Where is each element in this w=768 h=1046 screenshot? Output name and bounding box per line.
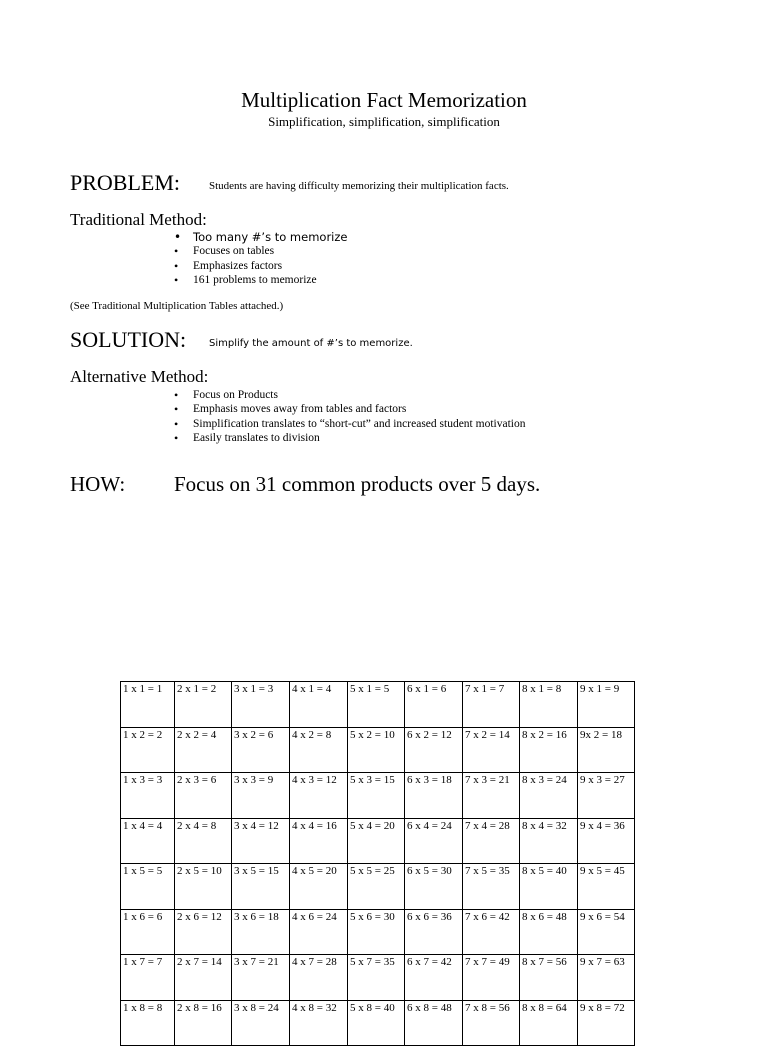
table-cell: 2 x 2 = 4 <box>175 727 232 773</box>
table-cell: 3 x 3 = 9 <box>232 773 290 819</box>
table-cell: 5 x 2 = 10 <box>348 727 405 773</box>
table-cell: 9 x 7 = 63 <box>578 955 635 1001</box>
table-cell: 4 x 2 = 8 <box>290 727 348 773</box>
table-cell: 9 x 3 = 27 <box>578 773 635 819</box>
table-cell: 2 x 1 = 2 <box>175 682 232 728</box>
problem-label: PROBLEM: <box>70 170 181 195</box>
table-cell: 3 x 5 = 15 <box>232 864 290 910</box>
table-cell: 1 x 2 = 2 <box>121 727 175 773</box>
table-cell: 4 x 1 = 4 <box>290 682 348 728</box>
table-cell: 7 x 4 = 28 <box>463 818 520 864</box>
table-cell: 7 x 8 = 56 <box>463 1000 520 1046</box>
table-row <box>121 909 635 955</box>
table-cell: 6 x 7 = 42 <box>405 955 463 1001</box>
how-text: Focus on 31 common products over 5 days. <box>174 472 541 496</box>
solution-label: SOLUTION: <box>70 327 187 352</box>
table-cell: 1 x 1 = 1 <box>121 682 175 728</box>
table-cell: 7 x 7 = 49 <box>463 955 520 1001</box>
alternative-list <box>193 388 525 445</box>
list-item: • Focuses on tables <box>193 244 348 258</box>
table-cell: 5 x 8 = 40 <box>348 1000 405 1046</box>
table-cell: 8 x 8 = 64 <box>520 1000 578 1046</box>
table-cell: 9 x 8 = 72 <box>578 1000 635 1046</box>
table-row <box>121 818 635 864</box>
list-item: • Too many #’s to memorize <box>193 230 348 244</box>
table-cell: 4 x 5 = 20 <box>290 864 348 910</box>
table-cell: 1 x 4 = 4 <box>121 818 175 864</box>
table-cell: 1 x 7 = 7 <box>121 955 175 1001</box>
traditional-note: (See Traditional Multiplication Tables attached.) <box>70 300 284 312</box>
table-row <box>121 864 635 910</box>
table-cell: 4 x 8 = 32 <box>290 1000 348 1046</box>
table-cell: 1 x 6 = 6 <box>121 909 175 955</box>
table-cell: 6 x 2 = 12 <box>405 727 463 773</box>
table-row <box>121 682 635 728</box>
table-row <box>121 955 635 1001</box>
table-cell: 2 x 3 = 6 <box>175 773 232 819</box>
page-title: Multiplication Fact Memorization <box>241 88 527 112</box>
table-cell: 8 x 4 = 32 <box>520 818 578 864</box>
table-cell: 9 x 5 = 45 <box>578 864 635 910</box>
list-item: • Emphasis moves away from tables and factors <box>193 402 525 416</box>
table-cell: 8 x 5 = 40 <box>520 864 578 910</box>
table-cell: 7 x 5 = 35 <box>463 864 520 910</box>
table-cell: 4 x 7 = 28 <box>290 955 348 1001</box>
table-cell: 5 x 3 = 15 <box>348 773 405 819</box>
list-item: • Easily translates to division <box>193 431 525 445</box>
table-cell: 4 x 6 = 24 <box>290 909 348 955</box>
table-cell: 6 x 4 = 24 <box>405 818 463 864</box>
table-cell: 6 x 3 = 18 <box>405 773 463 819</box>
solution-text: Simplify the amount of #’s to memorize. <box>209 338 413 349</box>
table-cell: 1 x 5 = 5 <box>121 864 175 910</box>
problem-text: Students are having difficulty memorizing their multiplication facts. <box>209 180 509 192</box>
table-cell: 9 x 4 = 36 <box>578 818 635 864</box>
table-cell: 2 x 6 = 12 <box>175 909 232 955</box>
table-cell: 5 x 1 = 5 <box>348 682 405 728</box>
table-cell: 7 x 6 = 42 <box>463 909 520 955</box>
table-cell: 6 x 6 = 36 <box>405 909 463 955</box>
table-cell: 5 x 5 = 25 <box>348 864 405 910</box>
table-cell: 7 x 2 = 14 <box>463 727 520 773</box>
table-cell: 7 x 3 = 21 <box>463 773 520 819</box>
table-cell: 6 x 8 = 48 <box>405 1000 463 1046</box>
table-cell: 8 x 1 = 8 <box>520 682 578 728</box>
list-item: • Focus on Products <box>193 388 525 402</box>
table-cell: 3 x 6 = 18 <box>232 909 290 955</box>
table-cell: 9 x 1 = 9 <box>578 682 635 728</box>
table-cell: 2 x 4 = 8 <box>175 818 232 864</box>
table-cell: 8 x 3 = 24 <box>520 773 578 819</box>
traditional-heading: Traditional Method: <box>70 210 207 229</box>
page-subtitle: Simplification, simplification, simplification <box>268 114 500 129</box>
table-cell: 5 x 4 = 20 <box>348 818 405 864</box>
table-cell: 4 x 3 = 12 <box>290 773 348 819</box>
list-item: • Emphasizes factors <box>193 259 348 273</box>
table-cell: 8 x 6 = 48 <box>520 909 578 955</box>
table-cell: 8 x 2 = 16 <box>520 727 578 773</box>
table-cell: 5 x 7 = 35 <box>348 955 405 1001</box>
table-cell: 2 x 8 = 16 <box>175 1000 232 1046</box>
table-cell: 2 x 7 = 14 <box>175 955 232 1001</box>
list-item: • Simplification translates to “short-cut” and increased student motivation <box>193 417 525 431</box>
traditional-list <box>193 230 348 287</box>
table-cell: 3 x 4 = 12 <box>232 818 290 864</box>
alternative-heading: Alternative Method: <box>70 367 209 386</box>
how-label: HOW: <box>70 472 126 496</box>
table-cell: 9x 2 = 18 <box>578 727 635 773</box>
table-cell: 3 x 1 = 3 <box>232 682 290 728</box>
table-cell: 1 x 8 = 8 <box>121 1000 175 1046</box>
table-cell: 6 x 1 = 6 <box>405 682 463 728</box>
table-row <box>121 1000 635 1046</box>
table-cell: 3 x 2 = 6 <box>232 727 290 773</box>
multiplication-table <box>120 681 635 1046</box>
table-cell: 9 x 6 = 54 <box>578 909 635 955</box>
table-cell: 1 x 3 = 3 <box>121 773 175 819</box>
table-cell: 4 x 4 = 16 <box>290 818 348 864</box>
table-cell: 7 x 1 = 7 <box>463 682 520 728</box>
table-cell: 2 x 5 = 10 <box>175 864 232 910</box>
table-cell: 3 x 7 = 21 <box>232 955 290 1001</box>
table-cell: 6 x 5 = 30 <box>405 864 463 910</box>
table-cell: 3 x 8 = 24 <box>232 1000 290 1046</box>
table-cell: 8 x 7 = 56 <box>520 955 578 1001</box>
list-item: • 161 problems to memorize <box>193 273 348 287</box>
table-row <box>121 773 635 819</box>
table-row <box>121 727 635 773</box>
table-cell: 5 x 6 = 30 <box>348 909 405 955</box>
